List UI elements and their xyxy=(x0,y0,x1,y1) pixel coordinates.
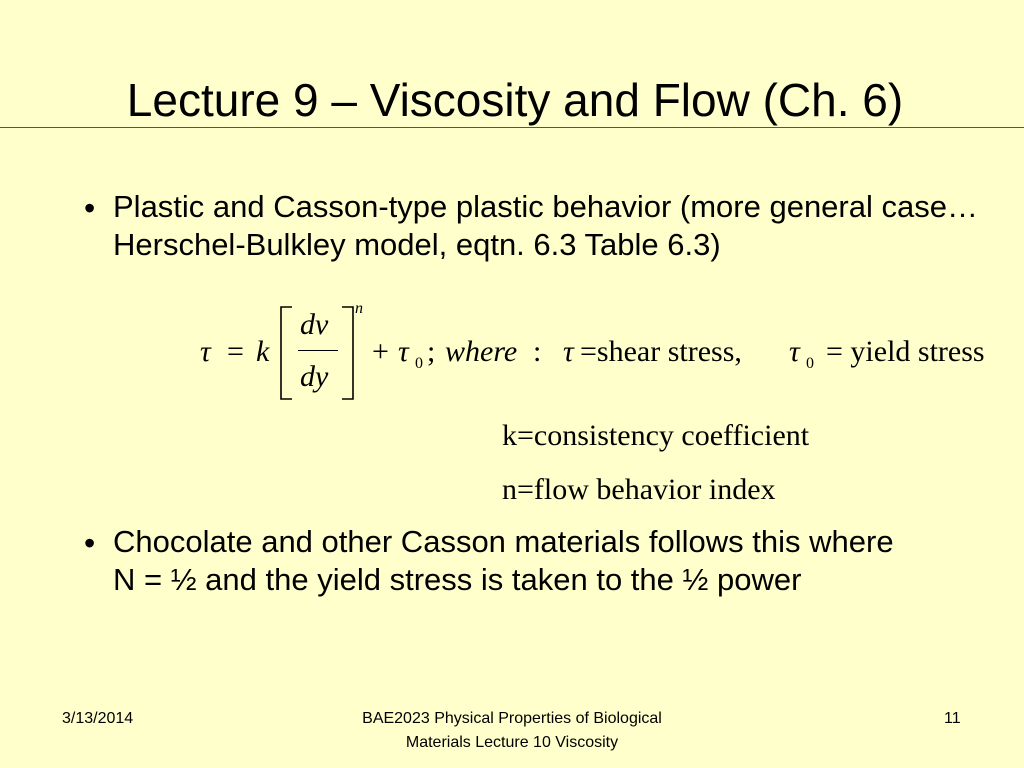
eq-k: k xyxy=(256,335,270,368)
slide-title: Lecture 9 – Viscosity and Flow (Ch. 6) xyxy=(126,74,904,126)
bullet-2-text: Chocolate and other Casson materials follows this where N = ½ and the yield stress is taken to the ½ power xyxy=(113,524,894,597)
eq-fraction-bar xyxy=(298,350,338,351)
title-rule xyxy=(0,127,1024,128)
eq-yield-stress: = yield stress xyxy=(826,335,985,368)
eq-exponent: n xyxy=(355,300,363,317)
eq-equals: = xyxy=(227,335,244,368)
bullet-2-glyph: • xyxy=(84,525,96,561)
footer-date: 3/13/2014 xyxy=(62,710,134,727)
equation xyxy=(200,300,1024,400)
bullet-1-text: Plastic and Casson-type plastic behavior (more general case…Herschel-Bulkley model, eqtn. 6.3 Table 6.3) xyxy=(113,189,978,262)
eq-denominator: dy xyxy=(300,360,329,393)
bullet-1-glyph: • xyxy=(84,190,96,226)
eq-tau0-def-subscript: 0 xyxy=(806,355,814,372)
eq-bracket-right xyxy=(340,305,356,401)
slide-number: 11 xyxy=(944,710,961,727)
eq-tau0: τ xyxy=(398,335,409,368)
eq-tau0-def: τ xyxy=(789,335,800,368)
eq-numerator: dv xyxy=(300,308,329,341)
footer-title: BAE2023 Physical Properties of Biological Materials Lecture 10 Viscosity xyxy=(362,710,662,751)
definition-n: n=flow behavior index xyxy=(502,473,776,506)
eq-tau-def: τ xyxy=(563,335,574,368)
definition-k: k=consistency coefficient xyxy=(502,419,810,452)
eq-semicolon: ; xyxy=(427,335,436,368)
eq-colon: : xyxy=(533,335,542,368)
eq-where: where xyxy=(445,335,518,368)
eq-bracket-left xyxy=(278,305,294,401)
eq-tau: τ xyxy=(200,335,211,368)
eq-shear-stress: =shear stress, xyxy=(580,335,742,368)
eq-tau0-subscript: 0 xyxy=(415,355,423,372)
eq-plus: + xyxy=(372,335,389,368)
